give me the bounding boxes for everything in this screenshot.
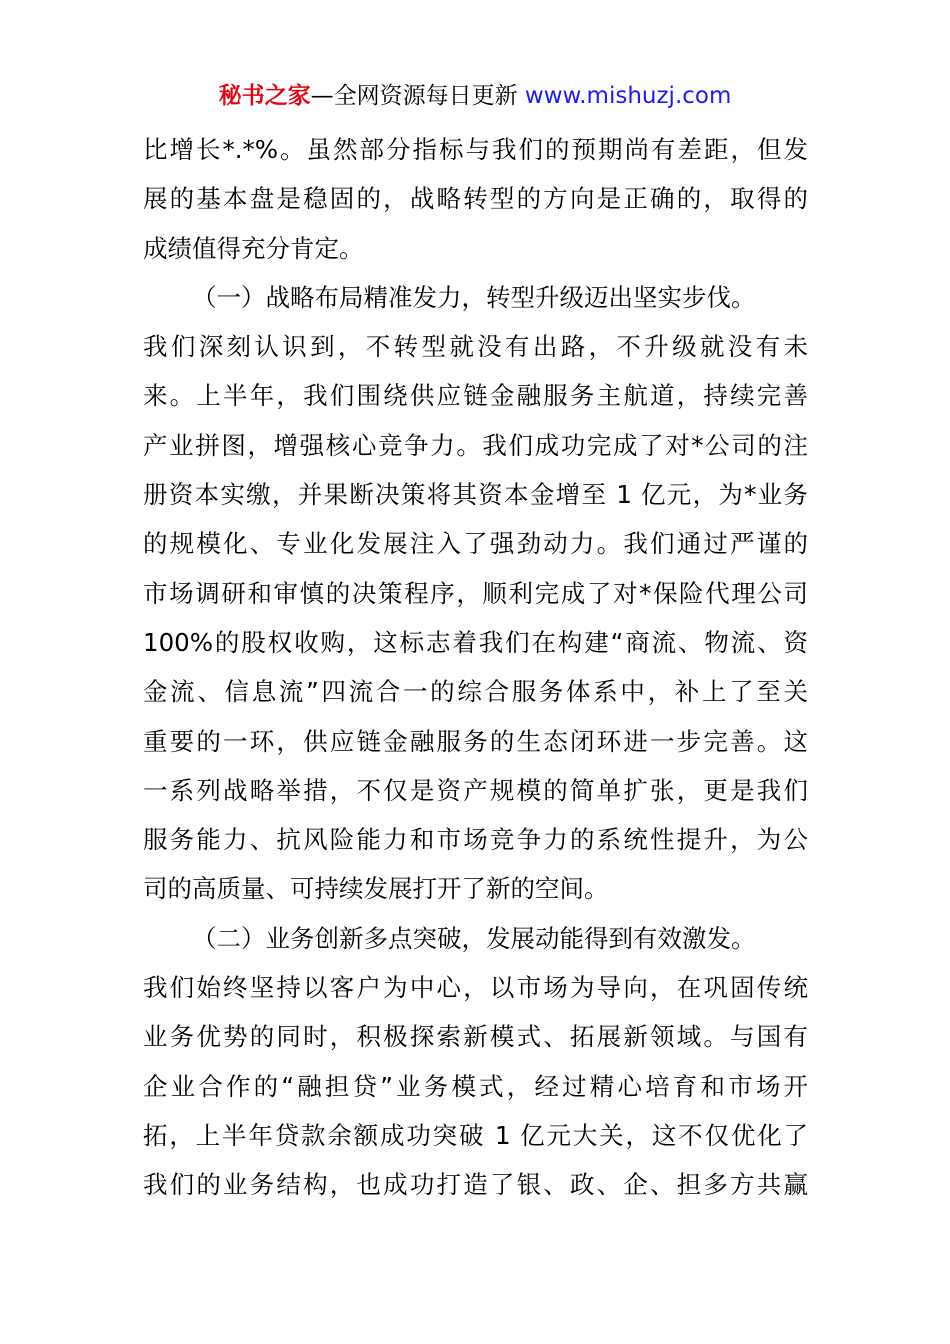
text-line: 业务优势的同时，积极探索新模式、拓展新领域。与国有 (143, 1022, 808, 1052)
document-body (143, 125, 808, 1210)
text-line: 服务能力、抗风险能力和市场竞争力的系统性提升，为公 (143, 825, 808, 855)
text-line: 的规模化、专业化发展注入了强劲动力。我们通过严谨的 (143, 529, 808, 559)
text-line: 来。上半年，我们围绕供应链金融服务主航道，持续完善 (143, 381, 808, 411)
text-line: 金流、信息流”四流合一的综合服务体系中，补上了至关 (143, 677, 808, 707)
text-line: 市场调研和审慎的决策程序，顺利完成了对*保险代理公司 (143, 578, 808, 608)
text-line: 拓，上半年贷款余额成功突破 1 亿元大关，这不仅优化了 (143, 1120, 808, 1150)
site-header (0, 80, 950, 112)
text-line: 企业合作的“融担贷”业务模式，经过精心培育和市场开 (143, 1071, 808, 1101)
site-url-link[interactable]: www.mishuzj.com (524, 83, 732, 109)
text-line: 司的高质量、可持续发展打开了新的空间。 (143, 874, 609, 904)
text-line: 重要的一环，供应链金融服务的生态闭环进一步完善。这 (143, 726, 808, 756)
section-heading: （二）业务创新多点突破，发展动能得到有效激发。 (192, 923, 756, 953)
text-line: 100%的股权收购，这标志着我们在构建“商流、物流、资 (143, 627, 808, 657)
text-line: 比增长*.*%。虽然部分指标与我们的预期尚有差距，但发 (143, 135, 808, 164)
section-heading: （一）战略布局精准发力，转型升级迈出坚实步伐。 (192, 282, 756, 312)
text-line: 我们深刻认识到，不转型就没有出路，不升级就没有未 (143, 332, 808, 362)
site-tagline: —全网资源每日更新 (310, 83, 525, 109)
text-line: 一系列战略举措，不仅是资产规模的简单扩张，更是我们 (143, 775, 808, 805)
text-line: 我们的业务结构，也成功打造了银、政、企、担多方共赢 (143, 1170, 808, 1200)
text-line: 我们始终坚持以客户为中心，以市场为导向，在巩固传统 (143, 973, 808, 1003)
text-line: 展的基本盘是稳固的，战略转型的方向是正确的，取得的 (143, 184, 808, 214)
text-line: 产业拼图，增强核心竞争力。我们成功完成了对*公司的注 (143, 430, 808, 460)
text-line: 册资本实缴，并果断决策将其资本金增至 1 亿元，为*业务 (143, 480, 808, 510)
text-line: 成绩值得充分肯定。 (143, 233, 364, 263)
site-brand: 秘书之家 (218, 83, 311, 109)
